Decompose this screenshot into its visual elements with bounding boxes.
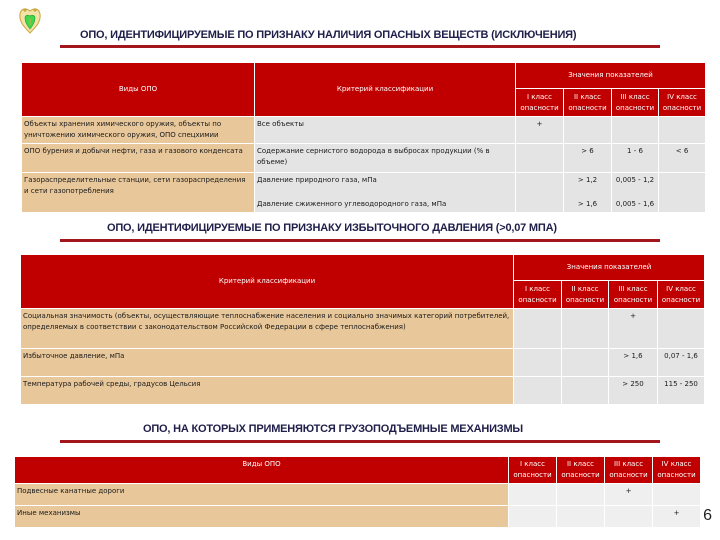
table-row [22, 117, 706, 144]
table-row [15, 484, 701, 506]
value-class-4 [659, 117, 706, 144]
table-row [21, 309, 705, 349]
value-class-1 [516, 173, 564, 193]
row-criterion: Давление сжиженного углеводородного газа, мПа [255, 193, 516, 213]
header-types: Виды ОПО [15, 457, 509, 484]
value-class-2 [557, 506, 605, 528]
header-values: Значения показателей [514, 255, 705, 281]
header-class-4: IV класс опасности [658, 281, 705, 309]
section1-title-rule [60, 45, 660, 48]
header-types: Виды ОПО [22, 63, 255, 117]
section2-title: ОПО, ИДЕНТИФИЦИРУЕМЫЕ ПО ПРИЗНАКУ ИЗБЫТОЧНОГО ДАВЛЕНИЯ (>0,07 МПА) [107, 222, 557, 234]
header-class-1: I класс опасности [516, 89, 564, 117]
value-class-4 [659, 173, 706, 193]
value-class-2 [562, 377, 609, 405]
value-class-2: > 1,6 [564, 193, 612, 213]
section3-title: ОПО, НА КОТОРЫХ ПРИМЕНЯЮТСЯ ГРУЗОПОДЪЕМНЫЕ МЕХАНИЗМЫ [143, 423, 523, 435]
value-class-1 [514, 349, 562, 377]
value-class-1 [516, 193, 564, 213]
value-class-2: > 1,2 [564, 173, 612, 193]
row-type: ОПО бурения и добычи нефти, газа и газового конденсата [22, 144, 255, 173]
value-class-3: > 250 [609, 377, 658, 405]
header-class-2: II класс опасности [562, 281, 609, 309]
row-criterion: Давление природного газа, мПа [255, 173, 516, 193]
value-class-3: 1 - 6 [612, 144, 659, 173]
value-class-3: 0,005 - 1,6 [612, 193, 659, 213]
row-criterion: Социальная значимость (объекты, осуществляющие теплоснабжение населения и социально значимых категорий потребителей, определяемых в соответствии с законодательством Российской Федерации в сфере теплоснабжения) [21, 309, 514, 349]
table-row [21, 377, 705, 405]
header-class-3: III класс опасности [605, 457, 653, 484]
section3-title-rule [60, 440, 660, 443]
table-row [22, 144, 706, 173]
value-class-4: 115 - 250 [658, 377, 705, 405]
row-type: Газораспределительные станции, сети газораспределения и сети газопотребления [22, 173, 255, 213]
row-type: Объекты хранения химического оружия, объекты по уничтожению химического оружия, ОПО спецхимии [22, 117, 255, 144]
value-class-3: 0,005 - 1,2 [612, 173, 659, 193]
value-class-2 [562, 349, 609, 377]
value-class-1 [509, 506, 557, 528]
value-class-1 [509, 484, 557, 506]
table-row [21, 349, 705, 377]
value-class-2 [557, 484, 605, 506]
page-number: 6 [703, 507, 712, 524]
value-class-3: + [605, 484, 653, 506]
value-class-3: + [609, 309, 658, 349]
row-criterion: Содержание сернистого водорода в выбросах продукции (% в объеме) [255, 144, 516, 173]
header-class-4: IV класс опасности [653, 457, 701, 484]
value-class-1 [516, 144, 564, 173]
value-class-1: + [516, 117, 564, 144]
table-row [15, 506, 701, 528]
section2-table [20, 254, 705, 405]
value-class-4: 0,07 - 1,6 [658, 349, 705, 377]
header-criterion: Критерий классификации [255, 63, 516, 117]
header-values: Значения показателей [516, 63, 706, 89]
header-class-2: II класс опасности [557, 457, 605, 484]
value-class-4 [653, 484, 701, 506]
value-class-2 [564, 117, 612, 144]
value-class-4 [659, 193, 706, 213]
section2-title-rule [60, 239, 660, 242]
value-class-3: > 1,6 [609, 349, 658, 377]
value-class-2: > 6 [564, 144, 612, 173]
value-class-4 [658, 309, 705, 349]
header-class-2: II класс опасности [564, 89, 612, 117]
header-criterion: Критерий классификации [21, 255, 514, 309]
value-class-4: < 6 [659, 144, 706, 173]
value-class-1 [514, 309, 562, 349]
row-criterion: Все объекты [255, 117, 516, 144]
section1-table [21, 62, 706, 213]
value-class-3 [605, 506, 653, 528]
header-class-3: III класс опасности [609, 281, 658, 309]
section1-title: ОПО, ИДЕНТИФИЦИРУЕМЫЕ ПО ПРИЗНАКУ НАЛИЧИЯ ОПАСНЫХ ВЕЩЕСТВ (ИСКЛЮЧЕНИЯ) [80, 29, 577, 41]
row-criterion: Избыточное давление, мПа [21, 349, 514, 377]
header-class-4: IV класс опасности [659, 89, 706, 117]
section3-table [14, 456, 701, 528]
header-class-3: III класс опасности [612, 89, 659, 117]
row-criterion: Температура рабочей среды, градусов Цельсия [21, 377, 514, 405]
header-class-1: I класс опасности [509, 457, 557, 484]
value-class-4: + [653, 506, 701, 528]
row-type: Иные механизмы [15, 506, 509, 528]
row-type: Подвесные канатные дороги [15, 484, 509, 506]
value-class-2 [562, 309, 609, 349]
header-class-1: I класс опасности [514, 281, 562, 309]
value-class-3 [612, 117, 659, 144]
table-row [22, 173, 706, 193]
rostekhnadzor-emblem-icon [19, 6, 41, 34]
value-class-1 [514, 377, 562, 405]
